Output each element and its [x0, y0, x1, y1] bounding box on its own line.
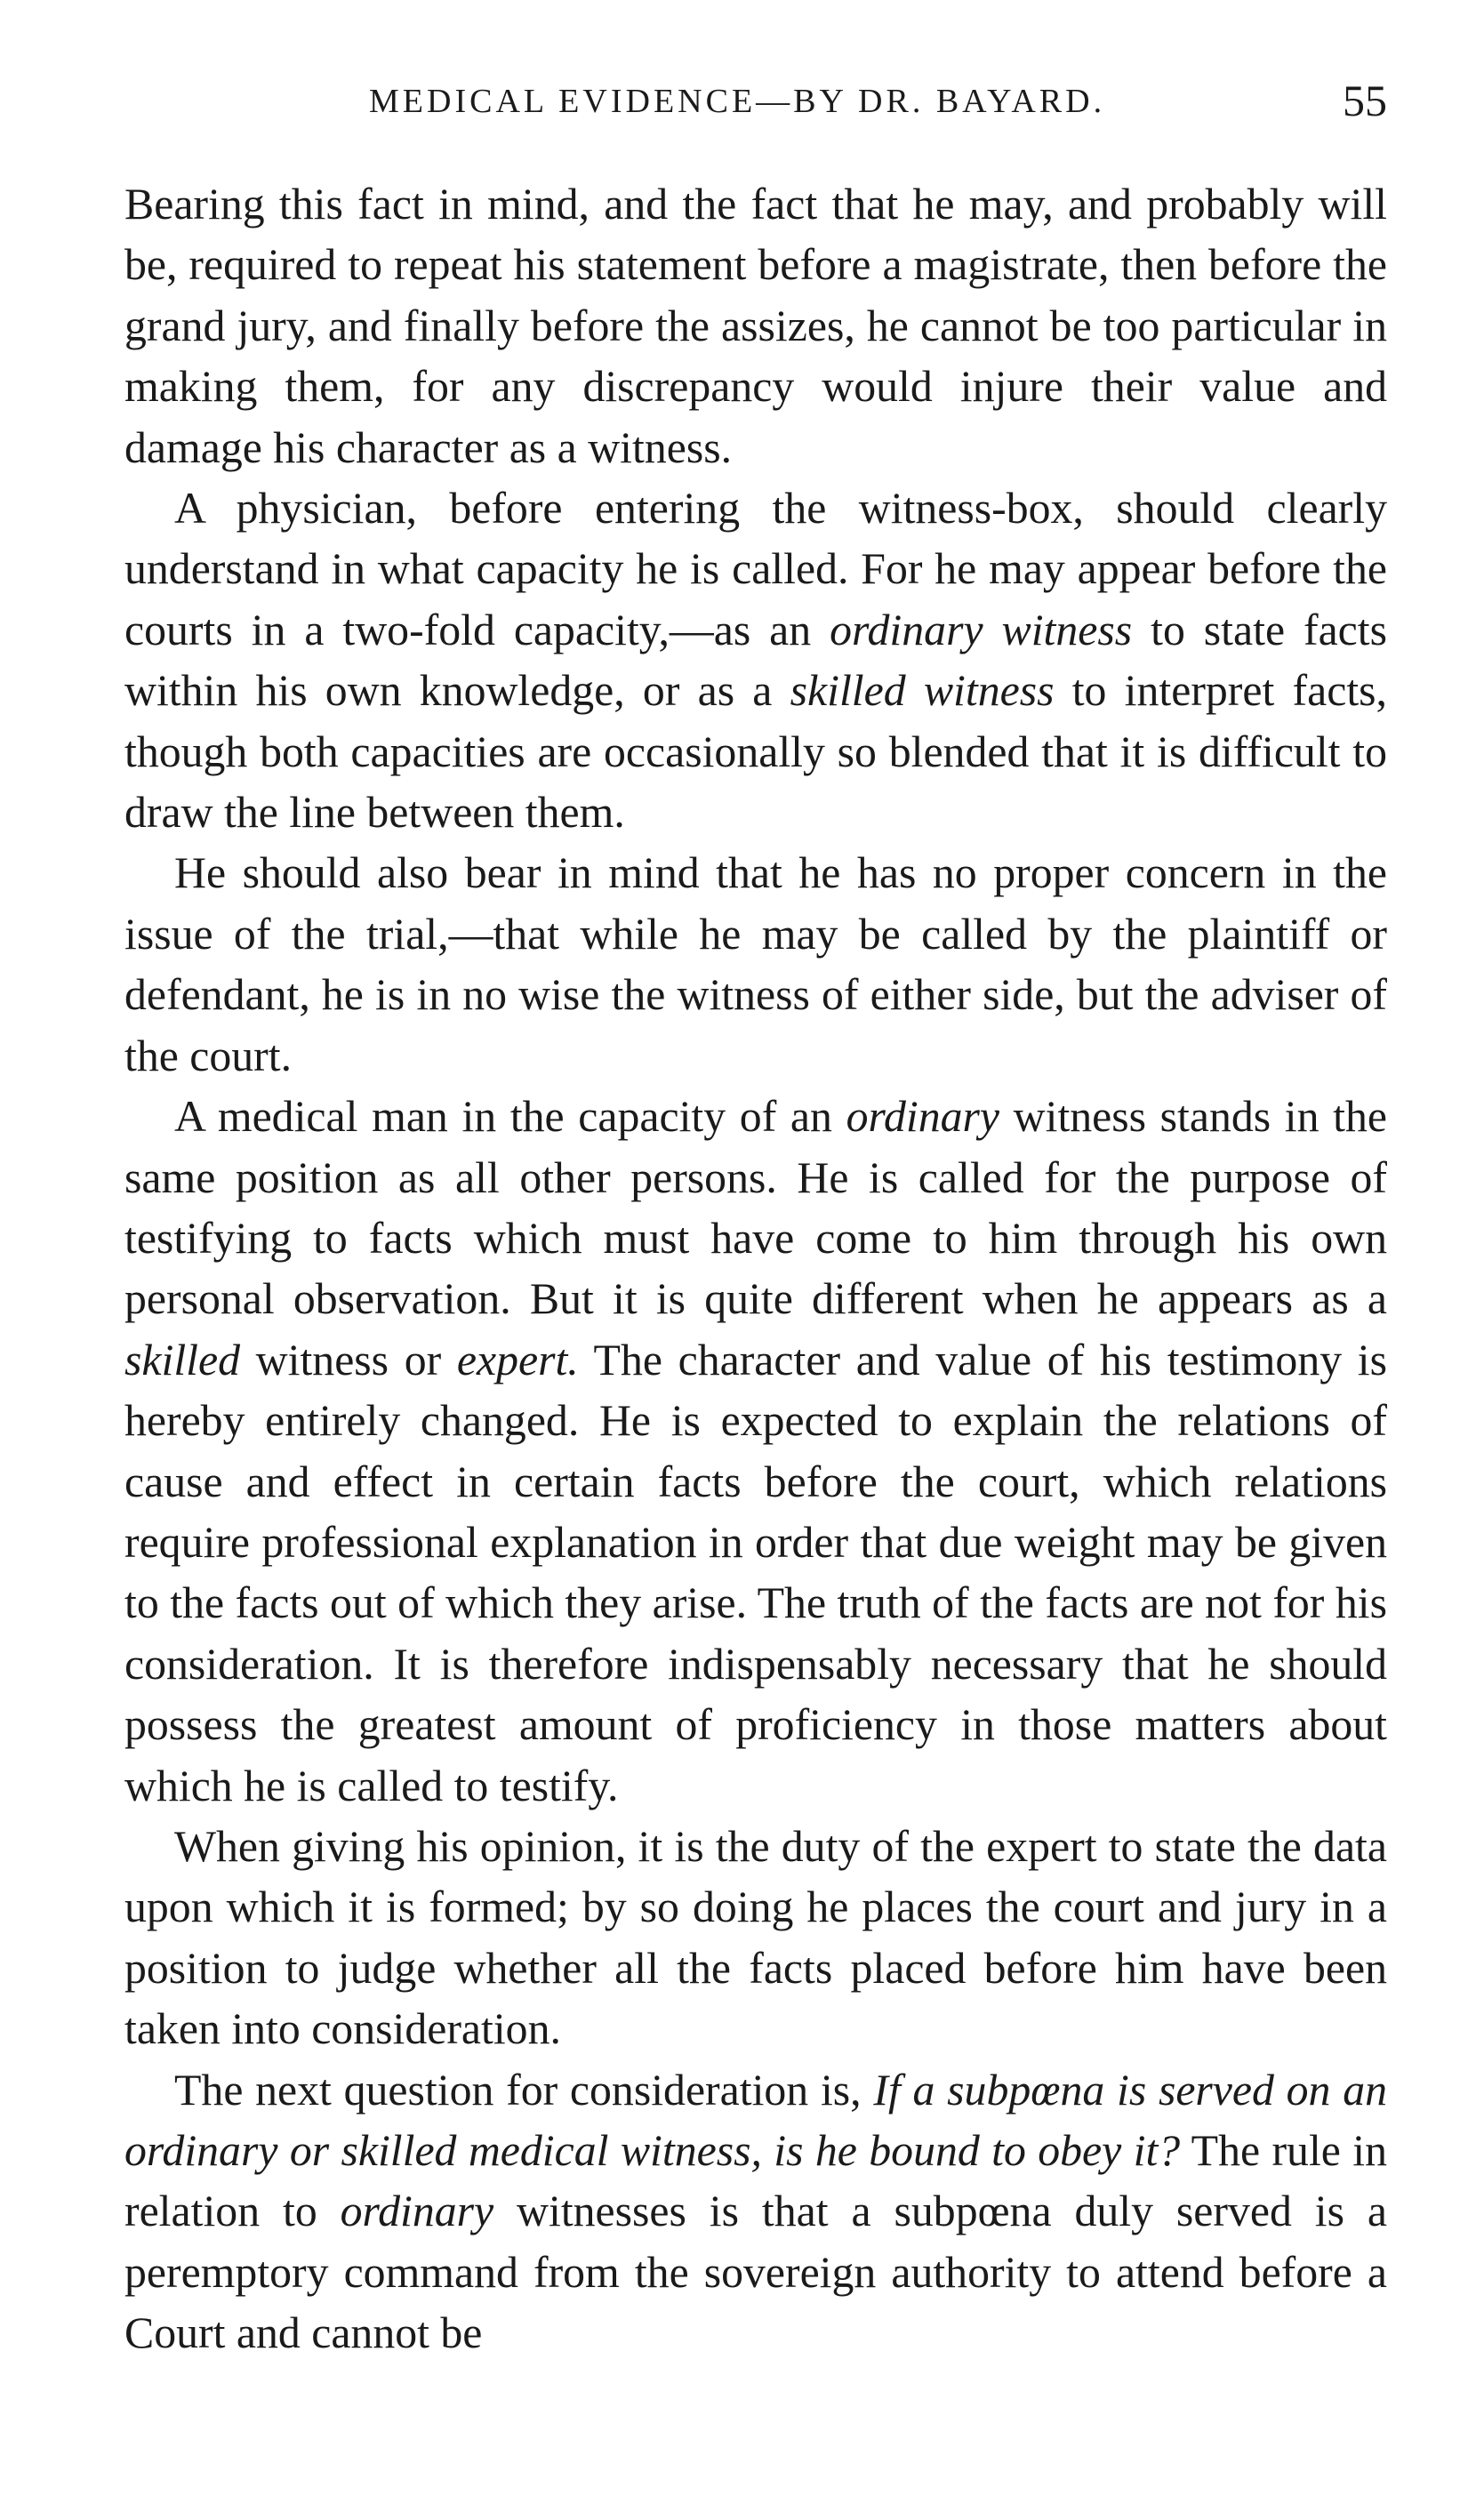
italic-term-ordinary-witness: ordinary witness	[830, 605, 1133, 654]
paragraph-segment: The next question for consideration is,	[174, 2065, 874, 2115]
paragraph-segment: witness stands in the same position as all other persons. He is called for the purpose of testifying to facts which must have come to him through his own personal observation. But it is quite different when he appears as a	[124, 1092, 1387, 1324]
paragraph-segment: witnesses is that a subpœna duly served is a peremptory command from the sovereign authority to attend before a Court and cannot be	[124, 2187, 1388, 2358]
paragraph-segment: A physician, before entering the witness-box, should clearly understand in what capacity he is called. For he may appear before the courts in a two-fold capacity,—as an	[124, 484, 1387, 654]
paragraph-6	[124, 2060, 1387, 2364]
italic-term-skilled-witness: skilled witness	[790, 666, 1055, 716]
italic-term-ordinary: ordinary	[340, 2187, 494, 2236]
paragraph-5	[124, 1817, 1387, 2060]
paragraph-segment: to interpret facts, though both capacities are occasionally so blended that it is difficult to draw the line between them.	[124, 666, 1387, 838]
italic-term-skilled: skilled	[124, 1335, 240, 1384]
paragraph-1	[124, 174, 1387, 478]
paragraph-3	[124, 843, 1387, 1087]
paragraph-segment: The rule in relation to	[124, 2126, 1387, 2236]
paragraph-segment: A medical man in the capacity of an	[174, 1092, 846, 1142]
paragraph-segment: witness or	[240, 1335, 457, 1384]
paragraph-segment: Bearing this fact in mind, and the fact that he may, and probably will be, required to repeat his statement before a magistrate, then before the grand jury, and finally before the assizes, he cannot be too particular in making them, for any discrepancy would injure their value and damage his character as a witness.	[124, 180, 1387, 472]
paragraph-segment: The character and value of his testimony is hereby entirely changed. He is expected to explain the relations of cause and effect in certain facts before the court, which relations require professional explanation in order that due weight may be given to the facts out of which they arise. The truth of the facts are not for his consideration. It is therefore indispensably necessary that he should possess the greatest amount of proficiency in those matters about which he is called to testify.	[124, 1335, 1387, 1810]
italic-term-ordinary: ordinary	[846, 1092, 1000, 1142]
paragraph-segment: He should also bear in mind that he has no proper concern in the issue of the trial,—that while he may be called by the plaintiff or defendant, he is in no wise the witness of either side, but the adviser of the court.	[124, 848, 1387, 1080]
paragraph-4	[124, 1087, 1387, 1817]
page-header	[124, 76, 1387, 135]
paragraph-segment: When giving his opinion, it is the duty of the expert to state the data upon which it is formed; by so doing he places the court and jury in a position to judge whether all the facts placed before him have been taken into consideration.	[124, 1821, 1387, 2054]
italic-term-expert: expert.	[456, 1335, 579, 1384]
page-number: 55	[1343, 76, 1387, 125]
italic-question: If a subpœna is served on an ordinary or skilled medical witness, is he bound to obey it?	[124, 2065, 1387, 2175]
body-text	[124, 174, 1387, 2364]
running-head: MEDICAL EVIDENCE—BY DR. BAYARD.	[369, 83, 1106, 120]
paragraph-segment: to state facts within his own knowledge, or as a	[124, 605, 1387, 716]
paragraph-2	[124, 478, 1387, 843]
